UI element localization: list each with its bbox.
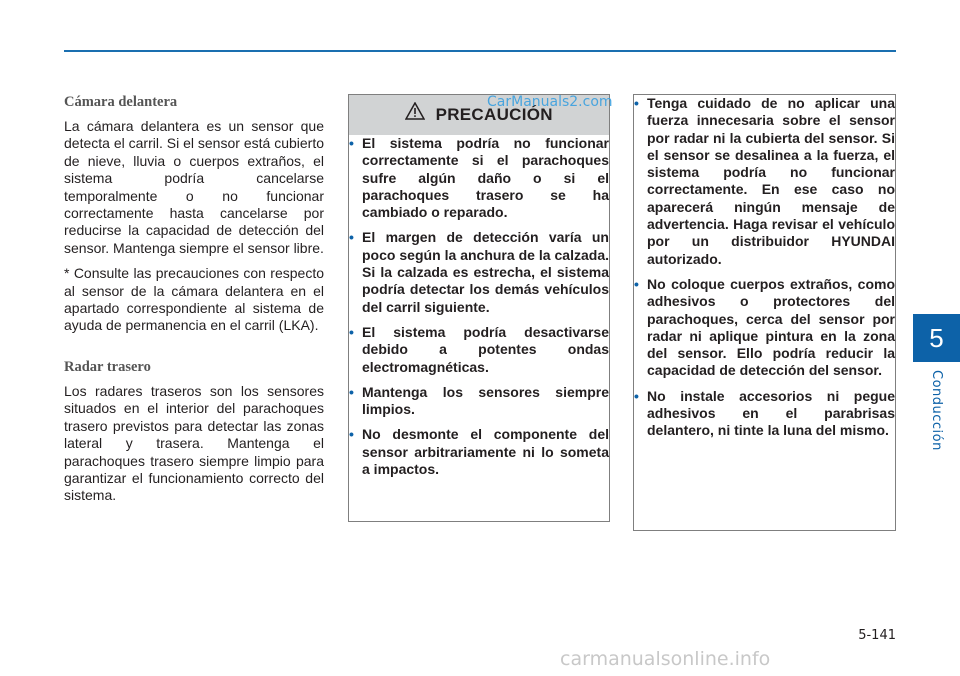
watermark-bottom: carmanualsonline.info xyxy=(560,648,771,670)
list-item: • El margen de detección varía un poco según la anchura de la calzada. Si la calzada es estrecha, el sistema podría detectar los demás vehículos del carril siguiente. xyxy=(349,229,609,315)
chapter-number: 5 xyxy=(929,323,944,353)
caution-header xyxy=(349,94,613,135)
list-item: • No instale accesorios ni pegue adhesivos en el parabrisas delantero, ni tinte la luna del mismo. xyxy=(634,387,895,439)
list-item: • El sistema podría no funcionar correctamente si el parachoques sufre algún daño o si el parachoques trasero se ha cambiado o reparado. xyxy=(349,135,609,221)
list-item: • No coloque cuerpos extraños, como adhesivos o protectores del parachoques, cerca del sensor por radar ni aplique pintura en la zona del sensor. Ello podría reducir la capacidad de detección del sensor. xyxy=(634,275,895,379)
list-item: • Tenga cuidado de no aplicar una fuerza innecesaria sobre el sensor por radar ni la cubierta del sensor. Si el sensor se desalinea a la fuerza, el sistema podría no funcionar correctamente. En ese caso no aparecerá ningún mensaje de advertencia. Haga revisar el vehículo por un distribuidor HYUNDAI autorizado. xyxy=(634,95,895,267)
front-camera-heading: Cámara delantera xyxy=(64,94,178,110)
right-list xyxy=(634,95,895,440)
rear-radar-heading: Radar trasero xyxy=(64,358,151,375)
list-item: • Mantenga los sensores siempre limpios. xyxy=(349,383,609,418)
caution-title: PRECAUCIÓN xyxy=(435,105,553,124)
caution-list xyxy=(349,135,609,478)
caution-box xyxy=(348,94,613,522)
page-number: 5-141 xyxy=(858,628,896,643)
list-item: • El sistema podría desactivarse debido a potentes ondas electromagnéticas. xyxy=(349,323,609,375)
chapter-name: Conducción xyxy=(929,370,944,451)
warning-triangle-icon xyxy=(405,102,425,125)
right-caution-box xyxy=(633,94,896,531)
front-camera-note: * Consulte las precauciones con respecto al sensor de la cámara delantera en el apartado correspondiente al sistema de ayuda de permanencia en el carril (LKA). xyxy=(64,265,324,334)
top-rule xyxy=(64,50,896,52)
left-column xyxy=(64,94,324,505)
front-camera-paragraph: La cámara delantera es un sensor que detecta el carril. Si el sensor está cubierto de nieve, lluvia o cuerpos extraños, el sistema podría cancelarse temporalmente o no funcionar correctamente hasta cancelarse por reducirse la capacidad de detección del sensor. Mantenga siempre el sensor libre. xyxy=(64,118,324,256)
rear-radar-paragraph: Los radares traseros son los sensores situados en el interior del parachoques trasero previstos para detectar las zonas lateral y trasera. Mantenga el parachoques trasero siempre limpio para garantizar el funcionamiento correcto del sistema. xyxy=(64,382,324,504)
list-item: • No desmonte el componente del sensor arbitrariamente ni lo someta a impactos. xyxy=(349,426,609,478)
chapter-tab xyxy=(913,314,960,362)
watermark-top: CarManuals2.com xyxy=(487,94,613,110)
